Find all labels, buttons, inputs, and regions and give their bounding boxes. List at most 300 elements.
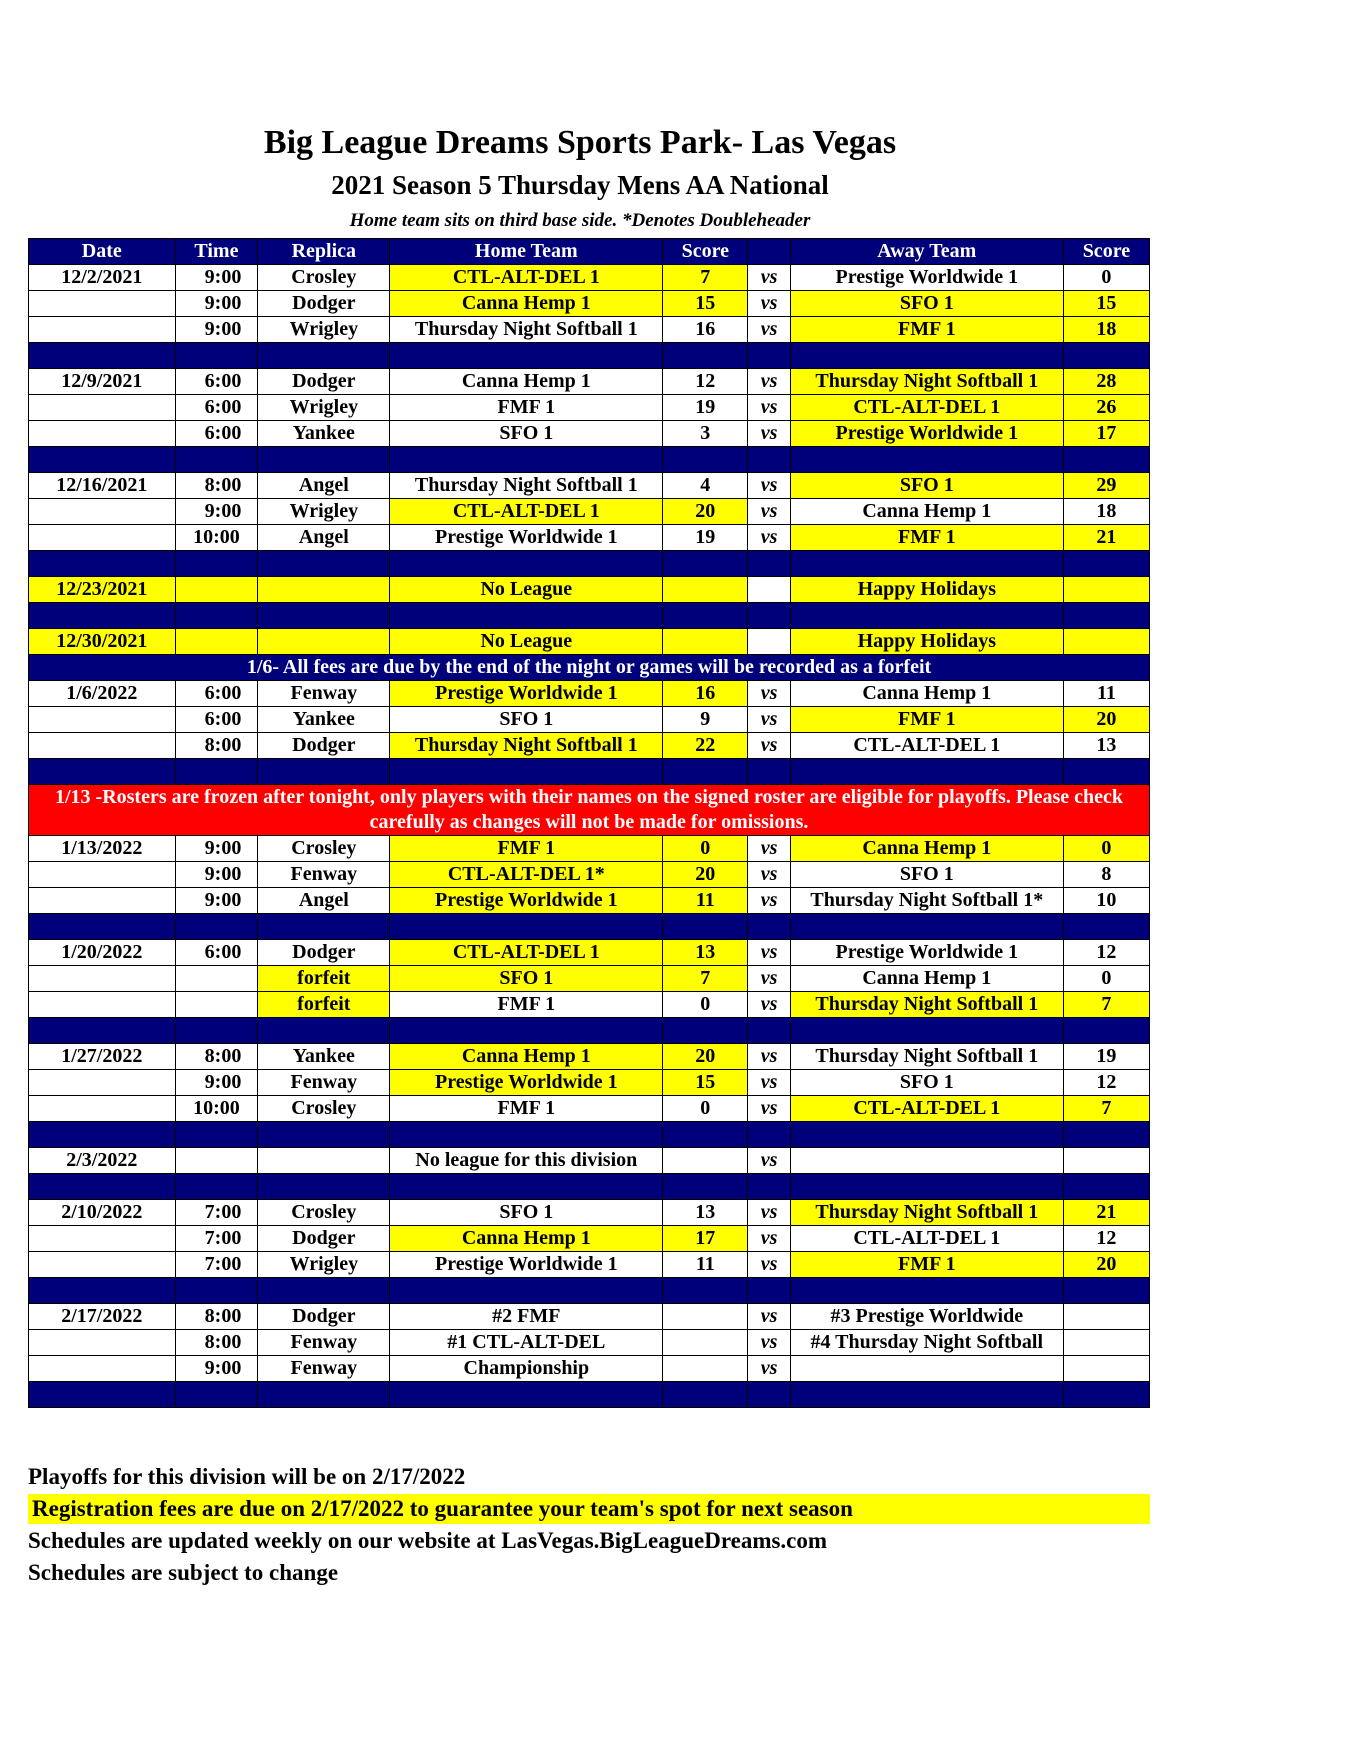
separator-cell [29,1018,176,1044]
away-score-cell: 12 [1063,1226,1149,1252]
separator-cell [390,1018,663,1044]
notice-row [29,655,1150,681]
vs-cell: vs [748,862,791,888]
col-away-score: Score [1063,239,1149,265]
away-team-cell: Thursday Night Softball 1 [790,1200,1063,1226]
separator-cell [390,1122,663,1148]
home-team-cell: Canna Hemp 1 [390,1044,663,1070]
away-team-cell: CTL-ALT-DEL 1 [790,733,1063,759]
date-cell [29,291,176,317]
vs-cell: vs [748,992,791,1018]
replica-cell: Fenway [258,1356,390,1382]
date-cell [29,862,176,888]
home-score-cell: 20 [663,499,748,525]
separator-row [29,447,1150,473]
separator-cell [258,1174,390,1200]
separator-cell [663,551,748,577]
header-row [29,239,1150,265]
vs-cell: vs [748,966,791,992]
vs-cell: vs [748,836,791,862]
separator-cell [748,759,791,785]
home-team-cell: Prestige Worldwide 1 [390,1252,663,1278]
page-title: Big League Dreams Sports Park- Las Vegas [263,124,897,161]
time-cell: 8:00 [175,473,258,499]
separator-cell [663,1122,748,1148]
separator-cell [175,1382,258,1408]
replica-cell: Dodger [258,1304,390,1330]
date-cell [29,1070,176,1096]
home-team-cell: CTL-ALT-DEL 1 [390,499,663,525]
away-score-cell: 19 [1063,1044,1149,1070]
game-row [29,577,1150,603]
home-score-cell [663,629,748,655]
home-team-cell: SFO 1 [390,421,663,447]
date-cell: 2/10/2022 [29,1200,176,1226]
time-cell: 7:00 [175,1226,258,1252]
replica-cell: forfeit [258,966,390,992]
separator-cell [29,759,176,785]
away-score-cell: 21 [1063,1200,1149,1226]
time-cell [175,992,258,1018]
home-score-cell: 0 [663,836,748,862]
replica-cell [258,629,390,655]
game-row [29,1252,1150,1278]
separator-cell [663,1018,748,1044]
separator-cell [790,1122,1063,1148]
separator-cell [29,603,176,629]
separator-cell [748,1278,791,1304]
time-cell: 9:00 [175,1356,258,1382]
home-score-cell: 4 [663,473,748,499]
col-replica: Replica [258,239,390,265]
home-score-cell: 0 [663,1096,748,1122]
away-team-cell: CTL-ALT-DEL 1 [790,395,1063,421]
separator-cell [258,447,390,473]
game-row [29,888,1150,914]
away-team-cell: Canna Hemp 1 [790,681,1063,707]
separator-cell [258,1018,390,1044]
home-score-cell: 22 [663,733,748,759]
vs-cell: vs [748,1226,791,1252]
time-cell: 8:00 [175,1330,258,1356]
time-cell: 6:00 [175,369,258,395]
separator-row [29,1382,1150,1408]
col-away-team: Away Team [790,239,1063,265]
time-cell [175,966,258,992]
separator-cell [1063,1278,1149,1304]
separator-cell [29,551,176,577]
vs-cell: vs [748,888,791,914]
home-score-cell: 7 [663,265,748,291]
separator-cell [175,1278,258,1304]
home-team-cell: Thursday Night Softball 1 [390,317,663,343]
game-row [29,1070,1150,1096]
away-score-cell: 7 [1063,1096,1149,1122]
separator-cell [175,603,258,629]
home-score-cell: 15 [663,1070,748,1096]
replica-cell: Dodger [258,733,390,759]
replica-cell: Dodger [258,940,390,966]
away-team-cell: Canna Hemp 1 [790,836,1063,862]
away-team-cell [790,1356,1063,1382]
separator-cell [175,1018,258,1044]
separator-cell [748,914,791,940]
separator-cell [790,551,1063,577]
home-score-cell: 11 [663,888,748,914]
vs-cell: vs [748,525,791,551]
date-cell: 2/3/2022 [29,1148,176,1174]
separator-cell [663,1174,748,1200]
time-cell: 7:00 [175,1252,258,1278]
home-score-cell: 20 [663,1044,748,1070]
time-cell [175,577,258,603]
home-team-cell: Championship [390,1356,663,1382]
home-score-cell: 12 [663,369,748,395]
home-score-cell: 17 [663,1226,748,1252]
home-score-cell: 15 [663,291,748,317]
home-team-cell: FMF 1 [390,1096,663,1122]
date-cell: 1/27/2022 [29,1044,176,1070]
replica-cell: Wrigley [258,317,390,343]
date-cell [29,499,176,525]
date-cell: 12/16/2021 [29,473,176,499]
separator-cell [258,603,390,629]
away-score-cell: 26 [1063,395,1149,421]
home-team-cell: FMF 1 [390,836,663,862]
home-score-cell: 0 [663,992,748,1018]
away-score-cell: 10 [1063,888,1149,914]
home-team-cell: Prestige Worldwide 1 [390,525,663,551]
date-cell [29,966,176,992]
date-cell: 1/6/2022 [29,681,176,707]
replica-cell: Crosley [258,1096,390,1122]
home-score-cell: 16 [663,681,748,707]
separator-cell [790,1278,1063,1304]
replica-cell: Angel [258,888,390,914]
home-team-cell: FMF 1 [390,395,663,421]
replica-cell: Dodger [258,291,390,317]
away-score-cell: 12 [1063,940,1149,966]
separator-cell [790,759,1063,785]
time-cell [175,1148,258,1174]
separator-cell [790,1018,1063,1044]
replica-cell: Fenway [258,1330,390,1356]
schedule-table [28,238,1150,1408]
separator-cell [175,1122,258,1148]
replica-cell: Fenway [258,1070,390,1096]
vs-cell: vs [748,1200,791,1226]
page-subtitle: 2021 Season 5 Thursday Mens AA National [331,170,829,200]
separator-cell [175,759,258,785]
away-score-cell: 29 [1063,473,1149,499]
away-score-cell [1063,1330,1149,1356]
separator-cell [175,447,258,473]
separator-cell [748,1122,791,1148]
vs-cell: vs [748,733,791,759]
game-row [29,317,1150,343]
separator-cell [1063,551,1149,577]
away-score-cell: 21 [1063,525,1149,551]
time-cell: 8:00 [175,1044,258,1070]
col-home-team: Home Team [390,239,663,265]
time-cell: 9:00 [175,862,258,888]
away-score-cell: 7 [1063,992,1149,1018]
separator-cell [748,1018,791,1044]
game-row [29,265,1150,291]
separator-cell [790,914,1063,940]
replica-cell: Crosley [258,1200,390,1226]
game-row [29,1200,1150,1226]
replica-cell: Dodger [258,369,390,395]
home-score-cell [663,1148,748,1174]
away-score-cell [1063,1148,1149,1174]
home-team-cell: Thursday Night Softball 1 [390,473,663,499]
time-cell: 9:00 [175,499,258,525]
vs-cell: vs [748,940,791,966]
away-score-cell [1063,1304,1149,1330]
away-score-cell: 0 [1063,836,1149,862]
vs-cell: vs [748,1148,791,1174]
date-cell [29,1226,176,1252]
game-row [29,629,1150,655]
game-row [29,1044,1150,1070]
vs-cell: vs [748,1356,791,1382]
home-team-cell: SFO 1 [390,707,663,733]
home-score-cell: 3 [663,421,748,447]
away-team-cell: Thursday Night Softball 1 [790,369,1063,395]
separator-row [29,1122,1150,1148]
vs-cell: vs [748,499,791,525]
replica-cell: Wrigley [258,395,390,421]
away-score-cell: 0 [1063,265,1149,291]
game-row [29,836,1150,862]
separator-cell [748,603,791,629]
game-row [29,966,1150,992]
replica-cell: Fenway [258,862,390,888]
separator-cell [29,343,176,369]
home-team-cell: Canna Hemp 1 [390,291,663,317]
time-cell: 9:00 [175,888,258,914]
separator-cell [663,447,748,473]
home-score-cell: 13 [663,940,748,966]
date-cell [29,888,176,914]
away-score-cell: 0 [1063,966,1149,992]
away-team-cell: CTL-ALT-DEL 1 [790,1226,1063,1252]
footer-registration: Registration fees are due on 2/17/2022 to guarantee your team's spot for next season [28,1494,1150,1524]
home-team-cell: Canna Hemp 1 [390,1226,663,1252]
away-team-cell: SFO 1 [790,1070,1063,1096]
home-team-cell: No league for this division [390,1148,663,1174]
home-team-cell: FMF 1 [390,992,663,1018]
date-cell: 1/13/2022 [29,836,176,862]
vs-cell: vs [748,681,791,707]
away-team-cell: Happy Holidays [790,629,1063,655]
game-row [29,291,1150,317]
separator-cell [29,1174,176,1200]
away-team-cell: Prestige Worldwide 1 [790,421,1063,447]
vs-cell: vs [748,291,791,317]
vs-cell: vs [748,395,791,421]
time-cell: 8:00 [175,1304,258,1330]
home-score-cell [663,1304,748,1330]
away-team-cell: FMF 1 [790,525,1063,551]
separator-cell [1063,343,1149,369]
away-score-cell: 18 [1063,499,1149,525]
separator-cell [175,914,258,940]
away-team-cell: FMF 1 [790,317,1063,343]
separator-cell [258,343,390,369]
away-team-cell: Prestige Worldwide 1 [790,265,1063,291]
page-note: Home team sits on third base side. *Denotes Doubleheader [349,210,811,231]
replica-cell: forfeit [258,992,390,1018]
home-team-cell: #2 FMF [390,1304,663,1330]
separator-row [29,914,1150,940]
date-cell [29,1252,176,1278]
home-score-cell [663,577,748,603]
date-cell [29,317,176,343]
date-cell [29,1096,176,1122]
away-team-cell: #4 Thursday Night Softball [790,1330,1063,1356]
away-score-cell: 17 [1063,421,1149,447]
separator-cell [748,447,791,473]
separator-cell [790,603,1063,629]
game-row [29,862,1150,888]
time-cell: 6:00 [175,395,258,421]
game-row [29,473,1150,499]
separator-cell [390,343,663,369]
vs-cell [748,629,791,655]
date-cell [29,1356,176,1382]
vs-cell: vs [748,473,791,499]
col-vs [748,239,791,265]
roster-alert-text: 1/13 -Rosters are frozen after tonight, only players with their names on the signed roster are eligible for playoffs. Please check carefully as changes will not be made for omissions. [29,785,1150,836]
home-team-cell: CTL-ALT-DEL 1 [390,265,663,291]
game-row [29,1356,1150,1382]
separator-cell [258,759,390,785]
vs-cell: vs [748,1252,791,1278]
game-row [29,499,1150,525]
replica-cell: Yankee [258,707,390,733]
separator-cell [748,343,791,369]
game-row [29,1330,1150,1356]
vs-cell: vs [748,369,791,395]
replica-cell [258,577,390,603]
away-score-cell: 12 [1063,1070,1149,1096]
separator-cell [1063,603,1149,629]
away-score-cell: 11 [1063,681,1149,707]
home-score-cell [663,1330,748,1356]
separator-cell [29,1382,176,1408]
away-score-cell: 28 [1063,369,1149,395]
separator-row [29,1174,1150,1200]
separator-cell [1063,1018,1149,1044]
game-row [29,395,1150,421]
separator-cell [258,1278,390,1304]
vs-cell [748,577,791,603]
away-team-cell: SFO 1 [790,291,1063,317]
date-cell [29,992,176,1018]
away-score-cell: 13 [1063,733,1149,759]
replica-cell [258,1148,390,1174]
away-score-cell: 15 [1063,291,1149,317]
vs-cell: vs [748,1070,791,1096]
game-row [29,369,1150,395]
date-cell: 1/20/2022 [29,940,176,966]
separator-cell [390,447,663,473]
away-team-cell: Happy Holidays [790,577,1063,603]
time-cell: 9:00 [175,317,258,343]
time-cell: 7:00 [175,1200,258,1226]
date-cell [29,421,176,447]
separator-cell [663,1278,748,1304]
home-team-cell: Canna Hemp 1 [390,369,663,395]
game-row [29,681,1150,707]
away-team-cell: FMF 1 [790,707,1063,733]
away-team-cell: Canna Hemp 1 [790,499,1063,525]
date-cell: 12/30/2021 [29,629,176,655]
game-row [29,1304,1150,1330]
away-team-cell: FMF 1 [790,1252,1063,1278]
time-cell [175,629,258,655]
separator-cell [663,343,748,369]
separator-cell [748,551,791,577]
game-row [29,733,1150,759]
separator-cell [175,551,258,577]
home-team-cell: Prestige Worldwide 1 [390,888,663,914]
vs-cell: vs [748,1330,791,1356]
away-team-cell: Thursday Night Softball 1 [790,992,1063,1018]
time-cell: 9:00 [175,836,258,862]
separator-row [29,603,1150,629]
home-team-cell: #1 CTL-ALT-DEL [390,1330,663,1356]
away-team-cell: SFO 1 [790,862,1063,888]
home-score-cell: 13 [663,1200,748,1226]
roster-alert-row [29,785,1150,836]
replica-cell: Wrigley [258,1252,390,1278]
away-team-cell: Thursday Night Softball 1 [790,1044,1063,1070]
away-score-cell: 8 [1063,862,1149,888]
date-cell [29,707,176,733]
time-cell: 9:00 [175,1070,258,1096]
home-team-cell: CTL-ALT-DEL 1* [390,862,663,888]
separator-cell [790,1382,1063,1408]
schedule-body [29,265,1150,1408]
vs-cell: vs [748,707,791,733]
separator-cell [29,1122,176,1148]
time-cell: 8:00 [175,733,258,759]
away-team-cell: SFO 1 [790,473,1063,499]
away-team-cell: Thursday Night Softball 1* [790,888,1063,914]
col-time: Time [175,239,258,265]
date-cell: 12/9/2021 [29,369,176,395]
separator-cell [790,1174,1063,1200]
game-row [29,992,1150,1018]
date-cell [29,1330,176,1356]
separator-cell [390,551,663,577]
separator-cell [663,759,748,785]
home-team-cell: CTL-ALT-DEL 1 [390,940,663,966]
replica-cell: Yankee [258,421,390,447]
replica-cell: Crosley [258,265,390,291]
separator-cell [1063,1122,1149,1148]
away-score-cell: 20 [1063,707,1149,733]
time-cell: 9:00 [175,265,258,291]
time-cell: 9:00 [175,291,258,317]
replica-cell: Fenway [258,681,390,707]
replica-cell: Wrigley [258,499,390,525]
vs-cell: vs [748,265,791,291]
game-row [29,707,1150,733]
